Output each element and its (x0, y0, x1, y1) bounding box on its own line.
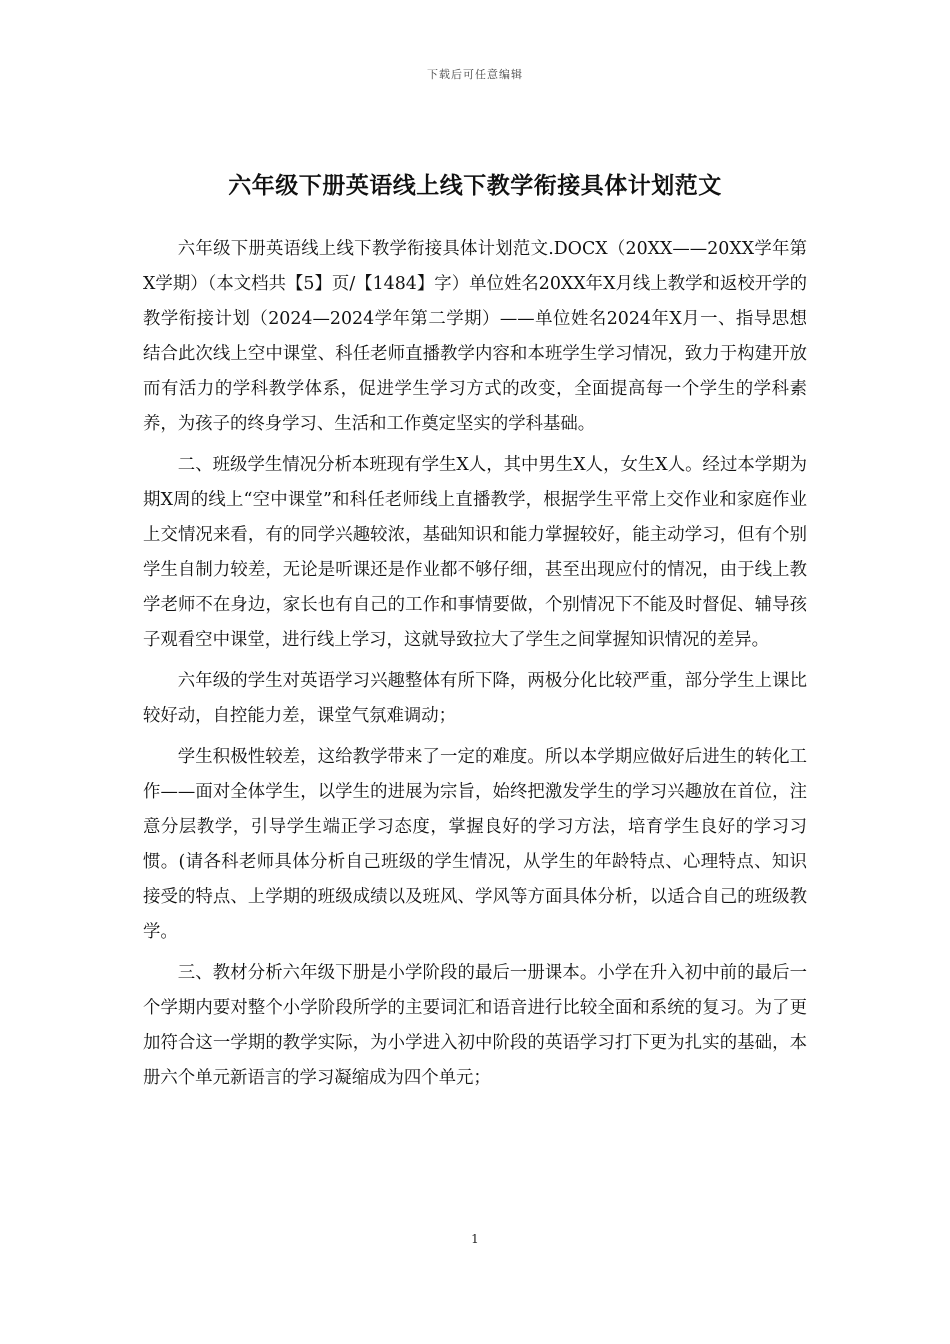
paragraph-textbook-analysis: 三、教材分析六年级下册是小学阶段的最后一册课本。小学在升入初中前的最后一个学期内要对整个小学阶段所学的主要词汇和语音进行比较全面和系统的复习。为了更加符合这一学期的教学实际，为小学进入初中阶段的英语学习打下更为扎实的基础，本册六个单元新语言的学习凝缩成为四个单元； (143, 963, 807, 1088)
document-title: 六年级下册英语线上线下教学衔接具体计划范文 (228, 173, 722, 200)
paragraph-class-analysis: 二、班级学生情况分析本班现有学生X人，其中男生X人，女生X人。经过本学期为期X周的线上“空中课堂”和科任老师线上直播教学，根据学生平常上交作业和家庭作业上交情况来看，有的同学兴趣较浓，基础知识和能力掌握较好，能主动学习，但有个别学生自制力较差，无论是听课还是作业都不够仔细，甚至出现应付的情况，由于线上教学老师不在身边，家长也有自己的工作和事情要做，个别情况下不能及时督促、辅导孩子观看空中课堂，进行线上学习，这就导致拉大了学生之间掌握知识情况的差异。 (143, 455, 807, 650)
document-body (143, 232, 807, 1102)
page-number: 1 (471, 1232, 479, 1246)
page-header-note: 下载后可任意编辑 (427, 68, 523, 81)
paragraph-guiding-thought: 六年级下册英语线上线下教学衔接具体计划范文.DOCX（20XX——20XX学年第X学期）（本文档共【5】页/【1484】字）单位姓名20XX年X月线上教学和返校开学的教学衔接计划（2024—2024学年第二学期）——单位姓名2024年X月一、指导思想结合此次线上空中课堂、科任老师直播教学内容和本班学生学习情况，致力于构建开放而有活力的学科教学体系，促进学生学习方式的改变，全面提高每一个学生的学科素养，为孩子的终身学习、生活和工作奠定坚实的学科基础。 (143, 239, 807, 434)
paragraph-student-motivation: 学生积极性较差，这给教学带来了一定的难度。所以本学期应做好后进生的转化工作——面对全体学生，以学生的进展为宗旨，始终把激发学生的学习兴趣放在首位，注意分层教学，引导学生端正学习态度，掌握良好的学习方法，培育学生良好的学习习惯。(请各科老师具体分析自己班级的学生情况，从学生的年龄特点、心理特点、知识接受的特点、上学期的班级成绩以及班风、学风等方面具体分析，以适合自己的班级教学。 (143, 747, 807, 942)
paragraph-grade-interest: 六年级的学生对英语学习兴趣整体有所下降，两极分化比较严重，部分学生上课比较好动，自控能力差，课堂气氛难调动； (143, 671, 807, 726)
